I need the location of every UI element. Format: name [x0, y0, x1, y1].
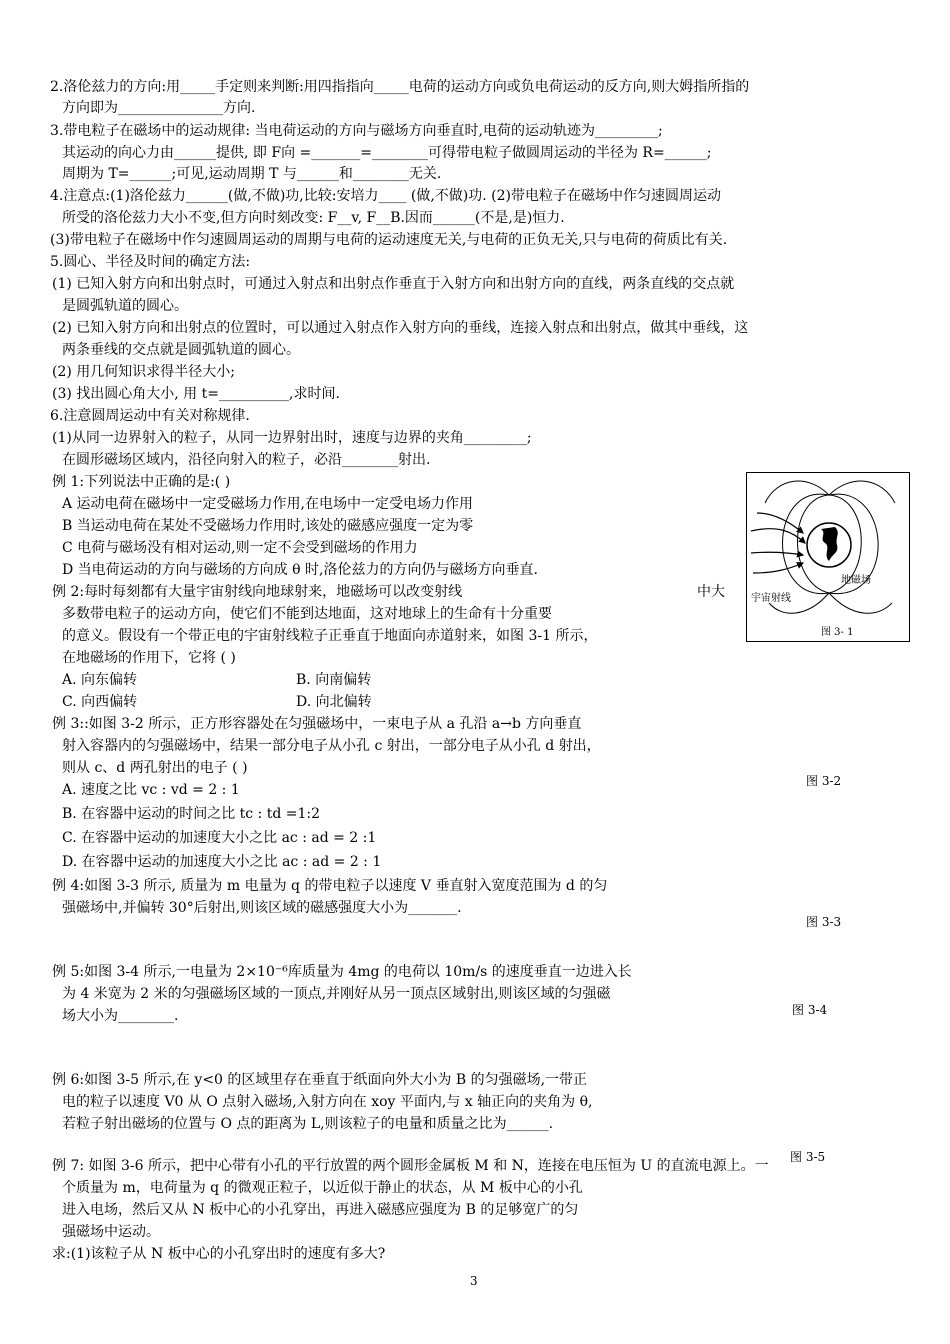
text-line: B. 在容器中运动的时间之比 tc : td =1:2	[62, 806, 321, 822]
text-line: 强磁场中,并偏转 30°后射出,则该区域的磁感强度大小为_______.	[62, 900, 462, 916]
figure-caption: 图 3-2	[806, 774, 842, 788]
text-line: 其运动的向心力由______提供, 即 F向 =_______=________可得带电粒子做圆周运动的半径为 R=______;	[62, 145, 712, 161]
earth-field-drawing	[747, 473, 909, 641]
text-line: 求:(1)该粒子从 N 板中心的小孔穿出时的速度有多大?	[52, 1246, 386, 1262]
text-line: 若粒子射出磁场的位置与 O 点的距离为 L,则该粒子的电量和质量之比为______.	[62, 1116, 554, 1132]
text-line: D. 向北偏转	[296, 694, 372, 710]
text-line: 场大小为________.	[62, 1008, 179, 1024]
text-line: A 运动电荷在磁场中一定受磁场力作用,在电场中一定受电场力作用	[62, 496, 474, 512]
text-line: (2) 用几何知识求得半径大小;	[52, 364, 235, 380]
text-line: 为 4 米宽为 2 米的匀强磁场区域的一顶点,并刚好从另一顶点区域射出,则该区域的匀强磁	[62, 986, 611, 1002]
text-line: (3)带电粒子在磁场中作匀速圆周运动的周期与电荷的运动速度无关,与电荷的正负无关,只与电荷的荷质比有关.	[50, 232, 728, 248]
text-line: 例 6:如图 3-5 所示,在 y<0 的区域里存在垂直于纸面向外大小为 B 的匀强磁场,一带正	[52, 1072, 588, 1088]
text-line: 强磁场中运动。	[62, 1224, 160, 1240]
text-line: 个质量为 m，电荷量为 q 的微观正粒子，以近似于静止的状态，从 M 板中心的小孔	[62, 1180, 583, 1196]
figure-caption: 图 3- 1	[821, 627, 854, 638]
text-line: 周期为 T=______;可见,运动周期 T 与______和________无关.	[62, 166, 442, 182]
text-line: C. 向西偏转	[62, 694, 138, 710]
text-line: 则从 c、d 两孔射出的电子 ( )	[62, 760, 248, 776]
text-line: (2) 已知入射方向和出射点的位置时，可以通过入射点作入射方向的垂线，连接入射点和出射点，做其中垂线，这	[52, 320, 749, 336]
text-line: 例 4:如图 3-3 所示, 质量为 m 电量为 q 的带电粒子以速度 V 垂直射入宽度范围为 d 的匀	[52, 878, 608, 894]
text-line: D 当电荷运动的方向与磁场的方向成 θ 时,洛伦兹力的方向仍与磁场方向垂直.	[62, 562, 538, 578]
text-line: B. 向南偏转	[296, 672, 372, 688]
label-earth-field: 地磁场	[841, 575, 871, 586]
text-line: A. 速度之比 vc : vd = 2 : 1	[62, 782, 240, 798]
page-number: 3	[470, 1274, 478, 1288]
text-line: C. 在容器中运动的加速度大小之比 ac : ad = 2 :1	[62, 830, 377, 846]
text-line: D. 在容器中运动的加速度大小之比 ac : ad = 2 : 1	[62, 854, 382, 870]
figure-caption: 图 3-5	[790, 1150, 826, 1164]
text-line: 例 3::如图 3-2 所示，正方形容器处在匀强磁场中，一束电子从 a 孔沿 a→b 方向垂直	[52, 716, 582, 732]
text-line: 3.带电粒子在磁场中的运动规律: 当电荷运动的方向与磁场方向垂直时,电荷的运动轨迹为_________;	[50, 123, 663, 139]
text-line: 方向即为_______________方向.	[62, 100, 256, 116]
text-line: A. 向东偏转	[62, 672, 138, 688]
text-line: (3) 找出圆心角大小, 用 t=__________,求时间.	[52, 386, 340, 402]
text-line: 5.圆心、半径及时间的确定方法:	[50, 254, 251, 270]
text-line: 射入容器内的匀强磁场中，结果一部分电子从小孔 c 射出，一部分电子从小孔 d 射出，	[62, 738, 601, 754]
figure-caption: 图 3-3	[806, 915, 842, 929]
text-line: 2.洛伦兹力的方向:用_____手定则来判断:用四指指向_____电荷的运动方向或负电荷运动的反方向,则大姆指所指的	[50, 79, 750, 95]
text-line: 例 7: 如图 3-6 所示，把中心带有小孔的平行放置的两个圆形金属板 M 和 N，连接在电压恒为 U 的直流电源上。一	[52, 1158, 769, 1174]
text-line: 的意义。假设有一个带正电的宇宙射线粒子正垂直于地面向赤道射来，如图 3-1 所示，	[62, 628, 598, 644]
text-line: 是圆弧轨道的圆心。	[62, 298, 188, 314]
figure-caption: 图 3-4	[792, 1003, 828, 1017]
text-line: 中大	[697, 584, 725, 600]
text-line: 6.注意圆周运动中有关对称规律.	[50, 408, 250, 424]
text-line: (1) 已知入射方向和出射点时，可通过入射点和出射点作垂直于入射方向和出射方向的直线，两条直线的交点就	[52, 276, 735, 292]
text-line: 所受的洛伦兹力大小不变,但方向时刻改变: F__v, F__B.因而______(不是,是)恒力.	[62, 210, 565, 226]
text-line: 两条垂线的交点就是圆弧轨道的圆心。	[62, 342, 300, 358]
text-line: 电的粒子以速度 V0 从 O 点射入磁场,入射方向在 xoy 平面内,与 x 轴正向的夹角为 θ,	[62, 1094, 593, 1110]
text-line: 例 1:下列说法中正确的是:( )	[52, 474, 231, 490]
text-line: C 电荷与磁场没有相对运动,则一定不会受到磁场的作用力	[62, 540, 418, 556]
text-line: (1)从同一边界射入的粒子，从同一边界射出时，速度与边界的夹角_________;	[52, 430, 532, 446]
earth-magnetic-field-figure	[746, 472, 910, 642]
text-line: 进入电场，然后又从 N 板中心的小孔穿出，再进入磁感应强度为 B 的足够宽广的匀	[62, 1202, 579, 1218]
text-line: 在地磁场的作用下，它将 ( )	[62, 650, 236, 666]
text-line: 在圆形磁场区域内，沿径向射入的粒子，必沿________射出.	[62, 452, 431, 468]
text-line: 例 5:如图 3-4 所示,一电量为 2×10⁻⁶库质量为 4mg 的电荷以 10m/s 的速度垂直一边进入长	[52, 964, 632, 980]
text-line: 多数带电粒子的运动方向，使它们不能到达地面，这对地球上的生命有十分重要	[62, 606, 552, 622]
text-line: 例 2:每时每刻都有大量宇宙射线向地球射来，地磁场可以改变射线	[52, 584, 463, 600]
text-line: 4.注意点:(1)洛伦兹力______(做,不做)功,比较:安培力____ (做,不做)功. (2)带电粒子在磁场中作匀速圆周运动	[50, 188, 721, 204]
label-cosmic-ray: 宇宙射线	[751, 593, 791, 604]
text-line: B 当运动电荷在某处不受磁场力作用时,该处的磁感应强度一定为零	[62, 518, 474, 534]
